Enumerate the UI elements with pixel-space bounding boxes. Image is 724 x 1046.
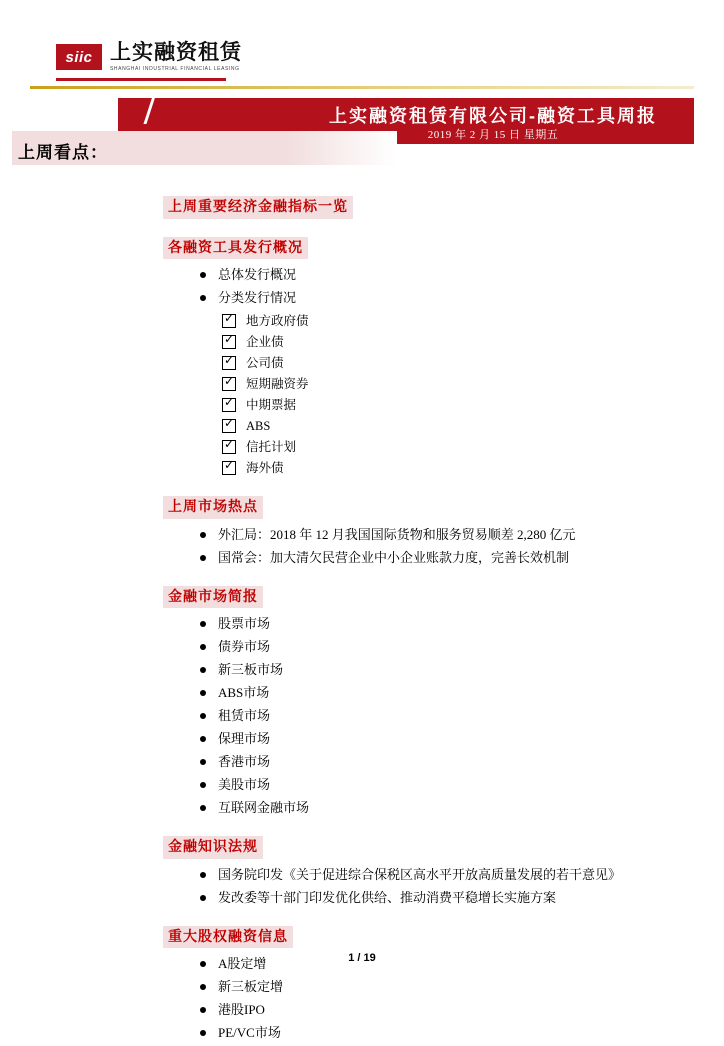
list-item[interactable] <box>196 798 724 818</box>
section-heading-row <box>163 926 724 949</box>
bullet-dot-icon <box>200 1007 206 1013</box>
bullet-dot-icon <box>200 872 206 878</box>
list-item-label: ABS市场 <box>218 685 270 700</box>
list-item-label: ABS <box>246 419 271 433</box>
bullet-dot-icon <box>200 1030 206 1036</box>
list-item-label: 债券市场 <box>218 639 271 654</box>
list-item[interactable] <box>196 1023 724 1043</box>
list-item-label: 港股IPO <box>218 1002 265 1017</box>
list-item-label: PE/VC市场 <box>218 1025 281 1040</box>
list-item[interactable] <box>222 395 724 415</box>
bullet-dot-icon <box>200 895 206 901</box>
list-item[interactable] <box>196 888 688 908</box>
list-item[interactable] <box>222 332 724 352</box>
list-item[interactable] <box>196 729 724 749</box>
checkbox-checked-icon <box>222 440 236 454</box>
list-item-label: 信托计划 <box>246 440 297 454</box>
section-heading-row <box>163 496 724 519</box>
bullet-dot-icon <box>200 644 206 650</box>
highlights-label: 上周看点： <box>18 143 108 162</box>
list-item-label: 中期票据 <box>246 398 297 412</box>
company-logo <box>56 42 242 72</box>
list-item-label: 互联网金融市场 <box>218 800 310 815</box>
section-heading-row <box>163 196 724 219</box>
list-item[interactable] <box>222 353 724 373</box>
list-item-label: 地方政府债 <box>246 314 309 328</box>
list-item-label: 国务院印发《关于促进综合保税区高水平开放高质量发展的若干意见》 <box>218 866 622 882</box>
bullet-dot-icon <box>200 690 206 696</box>
checkbox-checked-icon <box>222 398 236 412</box>
logo-company-name-en: SHANGHAI INDUSTRIAL FINANCIAL LEASING <box>110 66 240 73</box>
section-heading-regulations[interactable]: 金融知识法规 <box>163 836 263 859</box>
list-item[interactable] <box>196 683 724 703</box>
bullet-dot-icon <box>200 621 206 627</box>
toc-content <box>0 196 724 1046</box>
bullet-dot-icon <box>200 272 206 278</box>
highlights-band-fade <box>287 131 397 165</box>
bullet-dot-icon <box>200 805 206 811</box>
list-item[interactable] <box>222 458 724 478</box>
list-item-label: 外汇局：2018 年 12 月我国国际货物和服务贸易顺差 2,280 亿元 <box>218 526 576 542</box>
list-item-label: 发改委等十部门印发优化供给、推动消费平稳增长实施方案 <box>218 889 557 905</box>
list-item[interactable] <box>222 416 724 436</box>
logo-underline <box>56 78 226 81</box>
logo-text <box>110 42 242 72</box>
list-item[interactable] <box>196 865 688 885</box>
market-brief-bullet-list <box>196 614 724 818</box>
section-heading-row <box>163 237 724 260</box>
logo-company-name-cn: 上实融资租赁 <box>110 41 242 64</box>
issuance-check-list <box>222 311 724 478</box>
section-heading-row <box>163 586 724 609</box>
issuance-bullet-list <box>196 265 724 308</box>
section-heading-market-brief[interactable]: 金融市场简报 <box>163 586 263 609</box>
list-item[interactable] <box>222 437 724 457</box>
list-item[interactable] <box>196 1000 724 1020</box>
list-item-label: 新三板定增 <box>218 979 284 994</box>
list-item[interactable] <box>222 311 724 331</box>
section-heading-indicators[interactable]: 上周重要经济金融指标一览 <box>163 196 353 219</box>
page-number: 1 / 19 <box>348 952 376 964</box>
equity-financing-bullet-list <box>196 954 724 1043</box>
list-item-label: 公司债 <box>246 356 284 370</box>
gold-divider <box>30 86 694 89</box>
hotspots-bullet-list <box>196 525 724 568</box>
list-item-label: 保理市场 <box>218 731 271 746</box>
list-item[interactable] <box>196 660 724 680</box>
list-item[interactable] <box>196 706 724 726</box>
section-heading-equity-financing[interactable]: 重大股权融资信息 <box>163 926 293 949</box>
bullet-dot-icon <box>200 713 206 719</box>
list-item[interactable] <box>196 614 724 634</box>
bullet-dot-icon <box>200 759 206 765</box>
list-item[interactable] <box>196 977 724 997</box>
checkbox-checked-icon <box>222 335 236 349</box>
list-item-label: 美股市场 <box>218 777 271 792</box>
list-item[interactable] <box>196 265 724 285</box>
list-item-label: 海外债 <box>246 461 284 475</box>
bullet-dot-icon <box>200 295 206 301</box>
section-heading-hotspots[interactable]: 上周市场热点 <box>163 496 263 519</box>
logo-mark: siic <box>56 44 102 70</box>
bullet-dot-icon <box>200 984 206 990</box>
section-heading-row <box>163 836 724 859</box>
list-item[interactable] <box>222 374 724 394</box>
list-item-label: 新三板市场 <box>218 662 284 677</box>
list-item[interactable] <box>196 752 724 772</box>
checkbox-checked-icon <box>222 377 236 391</box>
list-item-label: 短期融资券 <box>246 377 309 391</box>
bullet-dot-icon <box>200 736 206 742</box>
document-date: 2019 年 2 月 15 日 星期五 <box>427 129 559 141</box>
list-item-label: 香港市场 <box>218 754 271 769</box>
list-item[interactable] <box>196 548 688 568</box>
regulations-bullet-list <box>196 865 724 908</box>
list-item[interactable] <box>196 775 724 795</box>
list-item-label: 国常会：加大清欠民营企业中小企业账款力度，完善长效机制 <box>218 549 570 565</box>
list-item[interactable] <box>196 288 724 308</box>
list-item[interactable] <box>196 637 724 657</box>
bullet-dot-icon <box>200 782 206 788</box>
checkbox-checked-icon <box>222 461 236 475</box>
bullet-dot-icon <box>200 667 206 673</box>
list-item-label: 股票市场 <box>218 616 271 631</box>
checkbox-checked-icon <box>222 314 236 328</box>
document-title: 上实融资租赁有限公司-融资工具周报 <box>329 106 657 126</box>
bullet-dot-icon <box>200 532 206 538</box>
checkbox-checked-icon <box>222 419 236 433</box>
list-item-label: 企业债 <box>246 335 284 349</box>
list-item-label: 租赁市场 <box>218 708 271 723</box>
checkbox-checked-icon <box>222 356 236 370</box>
list-item-label: 分类发行情况 <box>218 290 297 305</box>
list-item[interactable] <box>196 525 688 545</box>
list-item-label: A股定增 <box>218 956 267 971</box>
section-heading-issuance[interactable]: 各融资工具发行概况 <box>163 237 308 260</box>
list-item-label: 总体发行概况 <box>218 267 297 282</box>
bullet-dot-icon <box>200 555 206 561</box>
